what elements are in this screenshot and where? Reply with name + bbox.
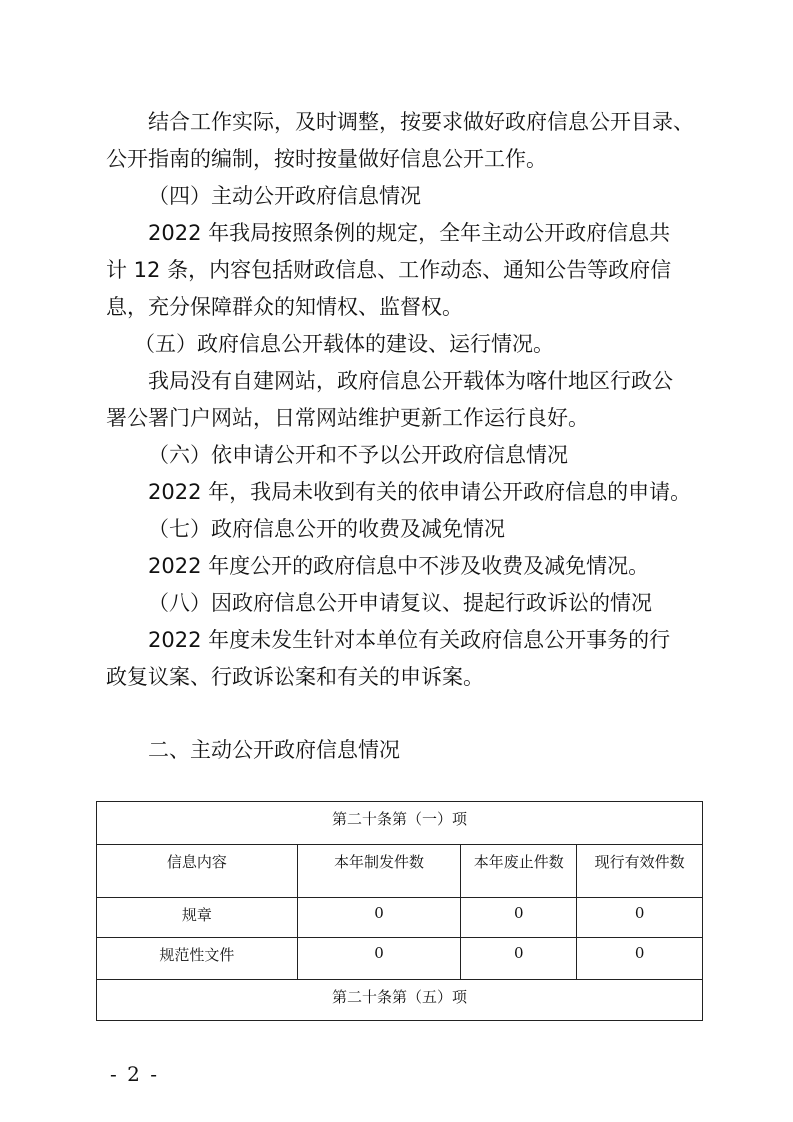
body-line: 公开指南的编制，按时按量做好信息公开工作。 (106, 147, 547, 171)
page-number: - 2 - (110, 1062, 159, 1086)
subheading-seven: （七）政府信息公开的收费及减免情况 (148, 517, 505, 541)
body-line: 息，充分保障群众的知情权、监督权。 (106, 295, 463, 319)
info-table (96, 801, 703, 1021)
subheading-eight: （八）因政府信息公开申请复议、提起行政诉讼的情况 (148, 591, 652, 615)
table-row (97, 938, 703, 980)
section-heading: 二、主动公开政府信息情况 (148, 738, 400, 762)
body-line: 政复议案、行政诉讼案和有关的申诉案。 (106, 665, 484, 689)
subheading-four: （四）主动公开政府信息情况 (148, 184, 421, 208)
valid-cell: 0 (577, 938, 703, 980)
body-line: 2022 年我局按照条例的规定，全年主动公开政府信息共 (148, 221, 671, 245)
section2-title: 第二十条第（五）项 (97, 980, 703, 1021)
body-line: 2022 年度未发生针对本单位有关政府信息公开事务的行 (148, 628, 671, 652)
body-line: 我局没有自建网站，政府信息公开载体为喀什地区行政公 (148, 369, 673, 393)
section1-title: 第二十条第（一）项 (97, 802, 703, 845)
header-cell: 本年制发件数 (297, 845, 461, 898)
table-row (97, 980, 703, 1021)
body-line: 计 12 条，内容包括财政信息、工作动态、通知公告等政府信 (106, 258, 672, 282)
body-line: 2022 年，我局未收到有关的依申请公开政府信息的申请。 (148, 480, 692, 504)
header-cell: 本年废止件数 (461, 845, 577, 898)
subheading-five: （五）政府信息公开载体的建设、运行情况。 (134, 332, 554, 356)
body-line: 署公署门户网站，日常网站维护更新工作运行良好。 (106, 406, 589, 430)
table-header-row (97, 845, 703, 898)
body-line: 2022 年度公开的政府信息中不涉及收费及减免情况。 (148, 554, 650, 578)
issued-cell: 0 (297, 938, 461, 980)
valid-cell: 0 (577, 898, 703, 938)
abolished-cell: 0 (461, 898, 577, 938)
table-row (97, 898, 703, 938)
issued-cell: 0 (297, 898, 461, 938)
body-line: 结合工作实际，及时调整，按要求做好政府信息公开目录、 (148, 110, 694, 134)
abolished-cell: 0 (461, 938, 577, 980)
header-cell: 现行有效件数 (577, 845, 703, 898)
table-row (97, 802, 703, 845)
row-name-cell: 规范性文件 (97, 938, 298, 980)
row-name-cell: 规章 (97, 898, 298, 938)
subheading-six: （六）依申请公开和不予以公开政府信息情况 (148, 443, 568, 467)
header-cell: 信息内容 (97, 845, 298, 898)
